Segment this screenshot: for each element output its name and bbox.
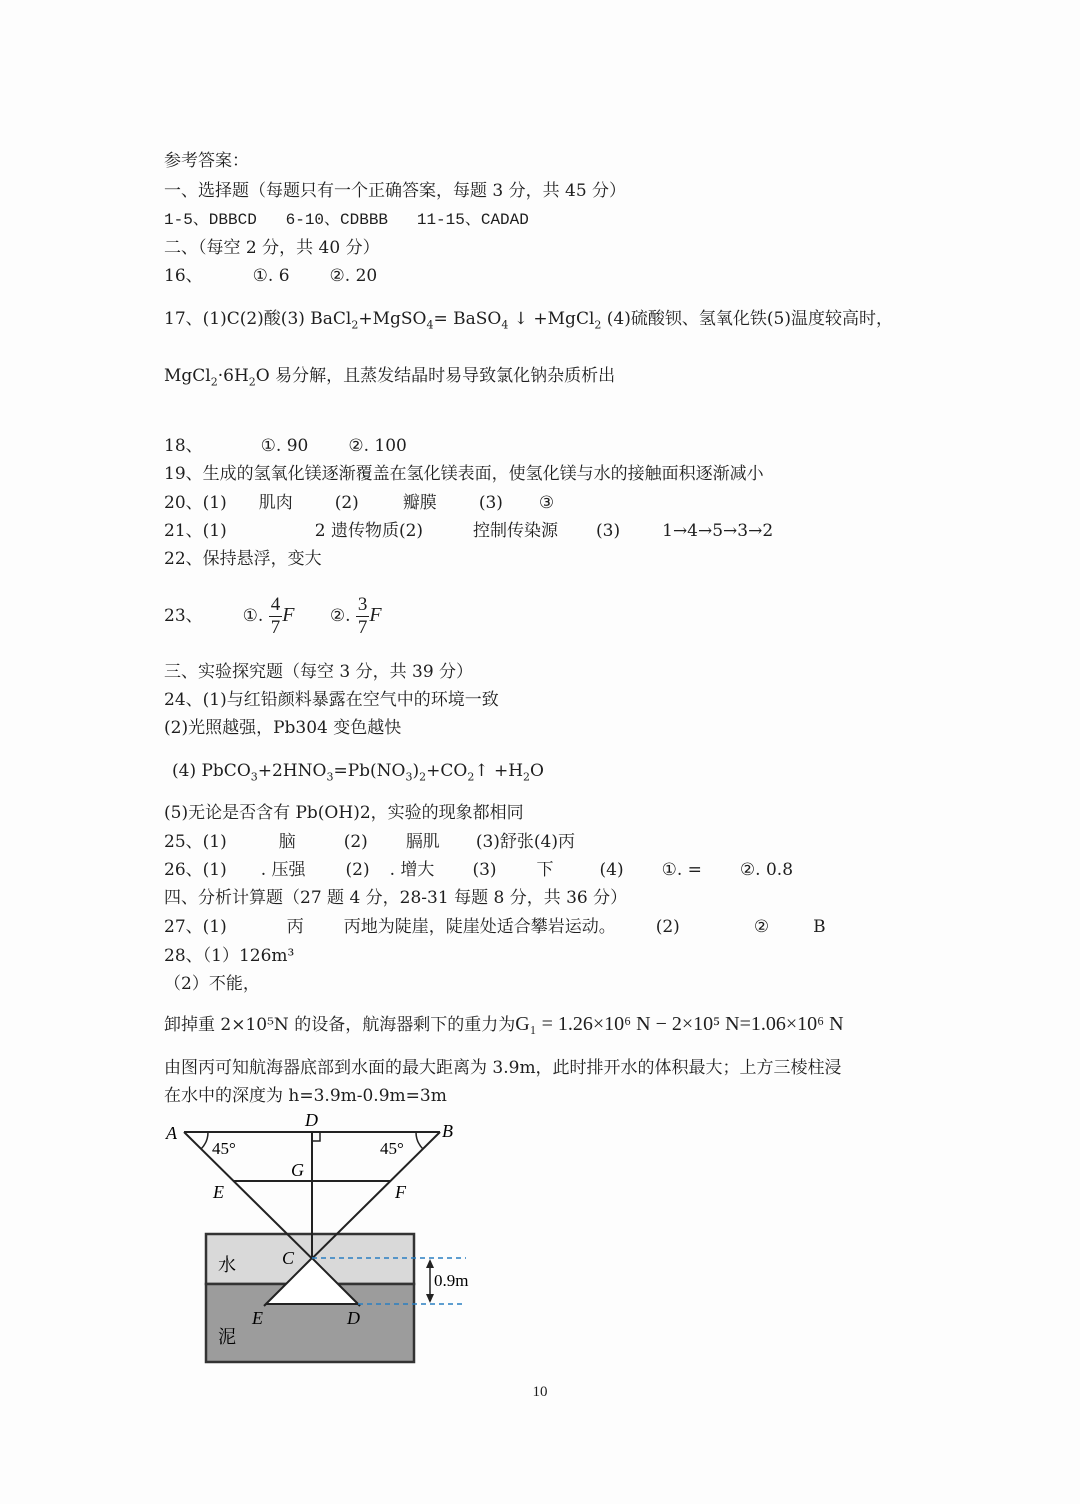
q17-answer-line1: 17、(1)C(2)酸(3) BaCl$_2$+MgSO$_4$= BaSO$_4$ ↓ +MgCl$_2$ (4)硫酸钡、氢氧化铁(5)温度较高时，	[164, 309, 893, 332]
q28-answer-2: （2）不能，	[164, 974, 260, 994]
q23-answer: 23、 ①. $\frac{4}{7}$ F ②. $\frac{3}{7}$ F	[164, 594, 382, 638]
q28-answer-4: 由图丙可知航海器底部到水面的最大距离为 3.9m，此时排开水的体积最大；上方三棱柱浸	[164, 1058, 842, 1078]
angle-arc-right	[416, 1132, 423, 1149]
page-number: 10	[532, 1384, 548, 1400]
q17-answer-line2: $MgCl_2\cdot 6H_2O$ 易分解，且蒸发结晶时易导致氯化钠杂质析出	[164, 366, 616, 389]
section-1-heading: 一、选择题（每题只有一个正确答案，每题 3 分，共 45 分）	[164, 181, 627, 201]
fraction-3-7: $\frac{3}{7}$	[357, 594, 368, 638]
q16-answer: 16、 ①. 6 ②. 20	[164, 266, 378, 286]
prism-diagram	[150, 1108, 490, 1368]
q19-answer: 19、生成的氢氧化镁逐渐覆盖在氢化镁表面，使氢化镁与水的接触面积逐渐减小	[164, 464, 764, 484]
right-angle-mark	[312, 1132, 320, 1141]
angle-label-left: 45°	[212, 1139, 236, 1158]
q28-answer-3: 卸掉重 2×10⁵N 的设备，航海器剩下的重力为G₁ = 1.26×10⁶ N − 2×10⁵ N=1.06×10⁶ N	[164, 1013, 844, 1035]
q18-answer: 18、 ①. 90 ②. 100	[164, 436, 407, 456]
label-F: F	[395, 1182, 406, 1202]
q27-answer: 27、(1) 丙 丙地为陡崖，陡崖处适合攀岩运动。 (2) ② B	[164, 917, 826, 937]
section-2-heading: 二、（每空 2 分，共 40 分）	[164, 238, 380, 258]
q24-answer-5: (5)无论是否含有 Pb(OH)2，实验的现象都相同	[164, 803, 524, 823]
label-A: A	[166, 1123, 177, 1143]
q22-answer: 22、保持悬浮，变大	[164, 549, 322, 569]
section-1-answers: 1-5、DBBCD 6-10、CDBBB 11-15、CADAD	[164, 211, 529, 229]
section-4-heading: 四、分析计算题（27 题 4 分，28-31 每题 8 分，共 36 分）	[164, 888, 628, 908]
q24-answer-4: (4) $PbCO_3+2HNO_3=Pb(NO_3)_2+CO_2↑ +H_2O$	[172, 761, 544, 784]
water-label: 水	[218, 1255, 236, 1275]
label-E: E	[213, 1182, 224, 1202]
label-B: B	[442, 1121, 453, 1141]
label-D: D	[305, 1110, 318, 1130]
label-C: C	[282, 1248, 295, 1268]
depth-label: 0.9m	[434, 1271, 469, 1290]
q28-answer-1: 28、（1）126m³	[164, 946, 295, 966]
label-E-bottom: E	[252, 1308, 263, 1328]
section-3-heading: 三、实验探究题（每空 3 分，共 39 分）	[164, 662, 474, 682]
q24-answer-1: 24、(1)与红铅颜料暴露在空气中的环境一致	[164, 690, 499, 710]
label-D-bottom: D	[347, 1308, 360, 1328]
depth-arrow-head-down	[426, 1294, 434, 1303]
q21-answer: 21、(1) 2 遗传物质(2) 控制传染源 (3) 1→4→5→3→2	[164, 521, 774, 541]
answer-title: 参考答案：	[164, 151, 249, 171]
depth-arrow-head-up	[426, 1259, 434, 1268]
fraction-4-7: $\frac{4}{7}$	[270, 594, 281, 638]
q20-answer: 20、(1) 肌肉 (2) 瓣膜 (3) ③	[164, 493, 555, 513]
angle-label-right: 45°	[380, 1139, 404, 1158]
q28-answer-5: 在水中的深度为 h=3.9m-0.9m=3m	[164, 1086, 447, 1106]
q25-answer: 25、(1) 脑 (2) 膈肌 (3)舒张(4)丙	[164, 832, 575, 852]
mud-label: 泥	[218, 1327, 236, 1347]
q26-answer: 26、(1) . 压强 (2) . 增大 (3) 下 (4) ①. = ②. 0.8	[164, 860, 794, 880]
q24-answer-2: (2)光照越强，Pb304 变色越快	[164, 718, 402, 738]
angle-arc-left	[201, 1132, 208, 1149]
label-G: G	[291, 1160, 304, 1180]
